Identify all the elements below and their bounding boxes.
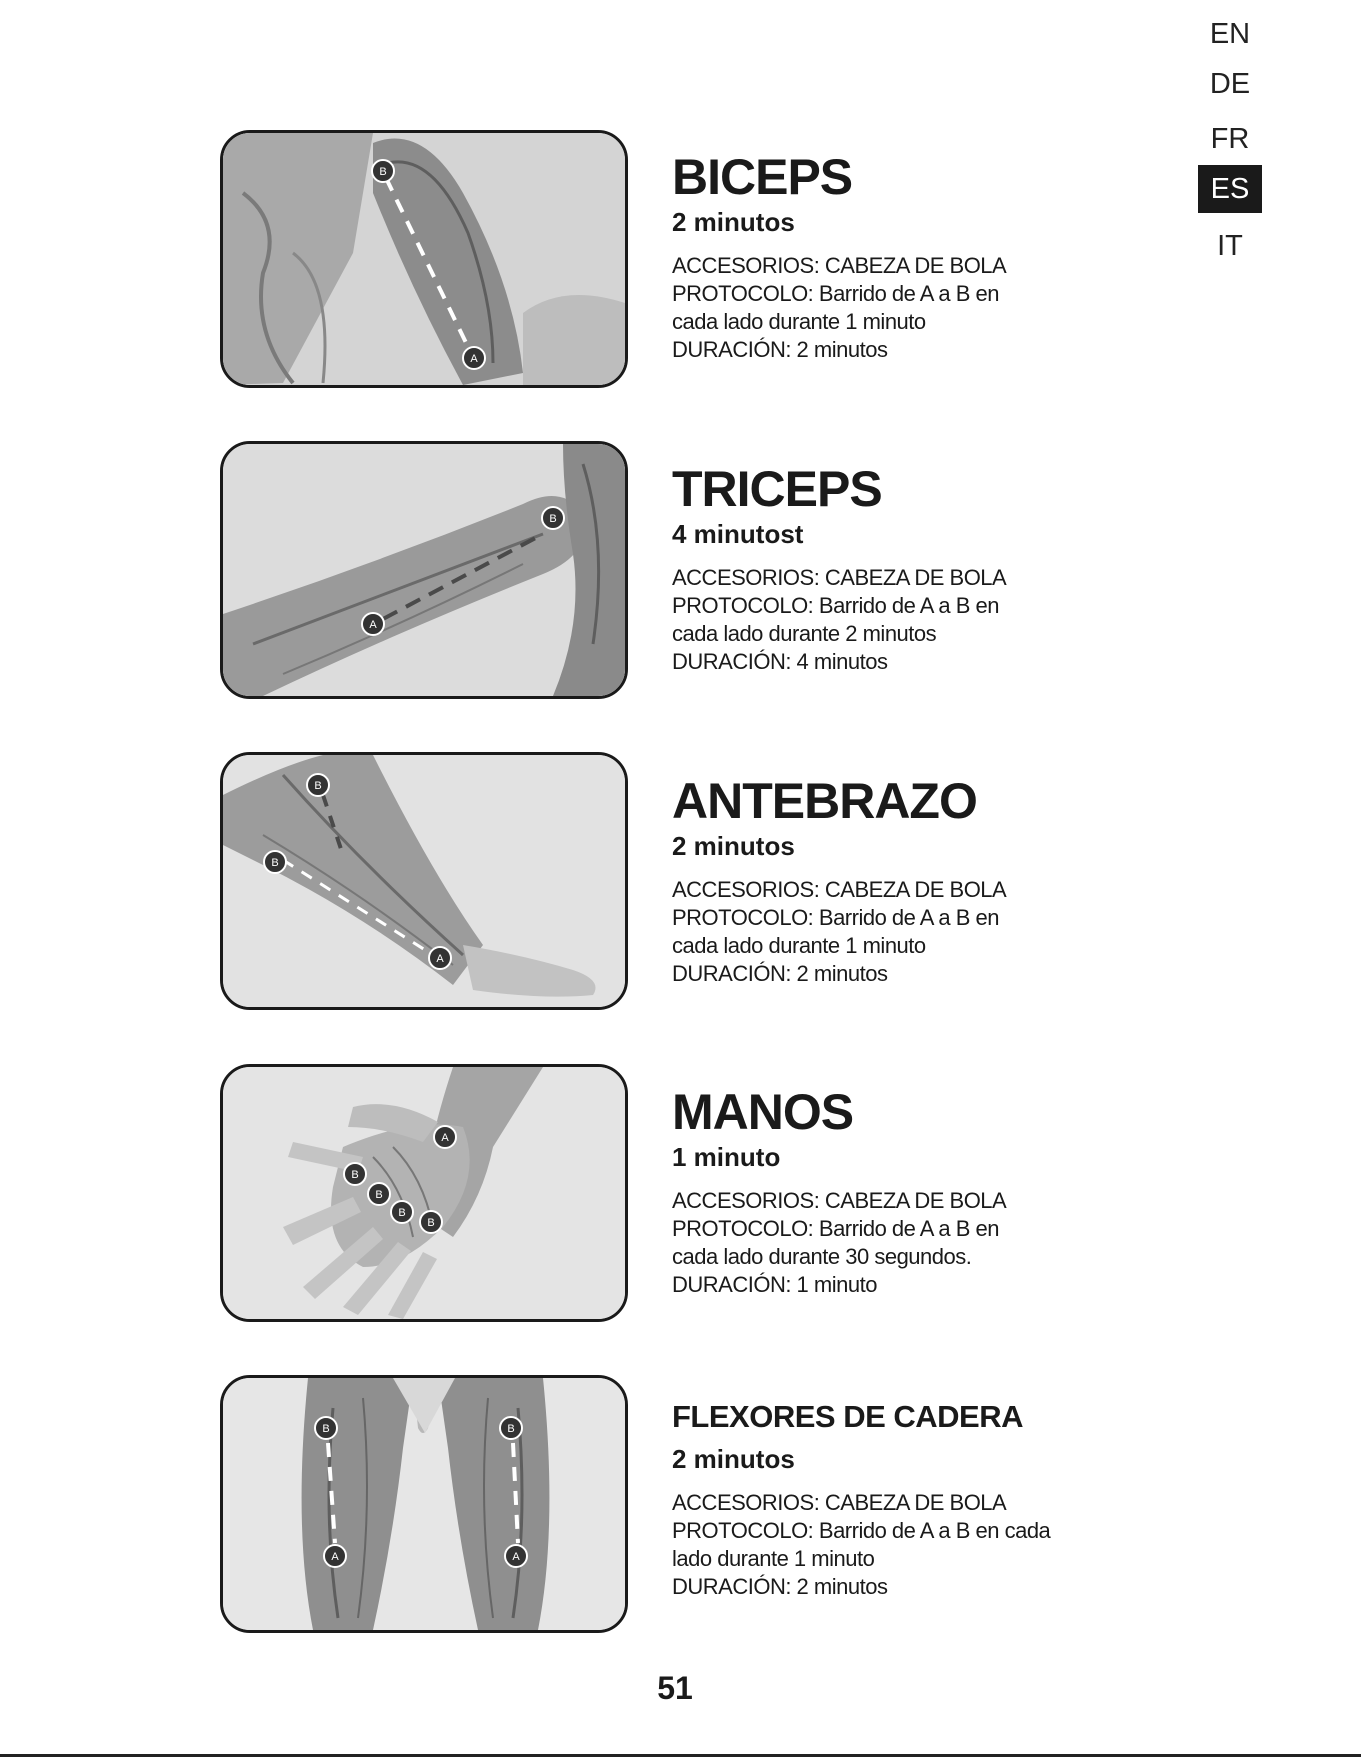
lang-tab-es[interactable]: ES xyxy=(1198,165,1262,213)
exercise-title: BICEPS xyxy=(672,149,853,205)
bottom-divider xyxy=(0,1754,1361,1757)
exercise-details xyxy=(672,1489,1152,1601)
detail-protocol: PROTOCOLO: Barrido de A a B en xyxy=(672,905,999,930)
detail-protocol-cont: cada lado durante 1 minuto xyxy=(672,309,926,334)
hip-flexors-illustration xyxy=(220,1375,628,1633)
detail-protocol: PROTOCOLO: Barrido de A a B en xyxy=(672,1216,999,1241)
exercise-duration: 2 minutos xyxy=(672,1444,795,1474)
marker-b-label: B xyxy=(507,1423,515,1435)
exercise-details xyxy=(672,564,1152,676)
marker-b-label: B xyxy=(398,1207,406,1219)
marker-b-label: B xyxy=(379,166,387,178)
marker-b-label: B xyxy=(375,1189,383,1201)
biceps-info xyxy=(672,150,1152,364)
lang-tab-de[interactable]: DE xyxy=(1209,68,1251,100)
forearm-illustration xyxy=(220,752,628,1010)
hands-illustration xyxy=(220,1064,628,1322)
exercise-duration: 2 minutos xyxy=(672,207,795,237)
hip-flexors-info xyxy=(672,1397,1152,1601)
hands-info xyxy=(672,1085,1152,1299)
exercise-details xyxy=(672,876,1152,988)
marker-b-label: B xyxy=(322,1423,330,1435)
marker-b-label: B xyxy=(314,780,322,792)
exercise-title: MANOS xyxy=(672,1084,854,1140)
marker-a-label: A xyxy=(436,953,444,965)
marker-a-label: A xyxy=(470,353,478,365)
detail-accessories: ACCESORIOS: CABEZA DE BOLA xyxy=(672,1490,1007,1515)
exercise-details xyxy=(672,1187,1152,1299)
triceps-info xyxy=(672,462,1152,676)
detail-accessories: ACCESORIOS: CABEZA DE BOLA xyxy=(672,877,1007,902)
detail-duration: DURACIÓN: 4 minutos xyxy=(672,649,888,674)
exercise-title: ANTEBRAZO xyxy=(672,773,977,829)
triceps-illustration xyxy=(220,441,628,699)
detail-accessories: ACCESORIOS: CABEZA DE BOLA xyxy=(672,1188,1007,1213)
detail-protocol: PROTOCOLO: Barrido de A a B en xyxy=(672,281,999,306)
lang-tab-en[interactable]: EN xyxy=(1209,18,1251,50)
exercise-duration: 1 minuto xyxy=(672,1142,781,1172)
biceps-illustration xyxy=(220,130,628,388)
exercise-title: TRICEPS xyxy=(672,461,882,517)
detail-duration: DURACIÓN: 2 minutos xyxy=(672,1574,888,1599)
exercise-title: FLEXORES DE CADERA xyxy=(672,1399,1023,1434)
detail-duration: DURACIÓN: 2 minutos xyxy=(672,337,888,362)
forearm-info xyxy=(672,774,1152,988)
exercise-details xyxy=(672,252,1152,364)
detail-protocol-cont: cada lado durante 30 segundos. xyxy=(672,1244,972,1269)
detail-protocol: PROTOCOLO: Barrido de A a B en xyxy=(672,593,999,618)
detail-duration: DURACIÓN: 1 minuto xyxy=(672,1272,877,1297)
page-number: 51 xyxy=(657,1670,693,1706)
marker-a-label: A xyxy=(331,1551,339,1563)
detail-duration: DURACIÓN: 2 minutos xyxy=(672,961,888,986)
exercise-duration: 4 minutost xyxy=(672,519,804,549)
marker-a-label: A xyxy=(512,1551,520,1563)
lang-tab-it[interactable]: IT xyxy=(1217,230,1243,262)
marker-b-label: B xyxy=(549,513,557,525)
marker-b-label: B xyxy=(271,857,279,869)
lang-tab-fr[interactable]: FR xyxy=(1210,123,1250,155)
marker-b-label: B xyxy=(351,1169,359,1181)
detail-protocol: PROTOCOLO: Barrido de A a B en cada xyxy=(672,1518,1051,1543)
marker-a-label: A xyxy=(441,1132,449,1144)
detail-protocol-cont: cada lado durante 1 minuto xyxy=(672,933,926,958)
detail-protocol-cont: lado durante 1 minuto xyxy=(672,1546,875,1571)
exercise-duration: 2 minutos xyxy=(672,831,795,861)
marker-b-label: B xyxy=(427,1217,435,1229)
detail-protocol-cont: cada lado durante 2 minutos xyxy=(672,621,937,646)
detail-accessories: ACCESORIOS: CABEZA DE BOLA xyxy=(672,565,1007,590)
marker-a-label: A xyxy=(369,619,377,631)
detail-accessories: ACCESORIOS: CABEZA DE BOLA xyxy=(672,253,1007,278)
